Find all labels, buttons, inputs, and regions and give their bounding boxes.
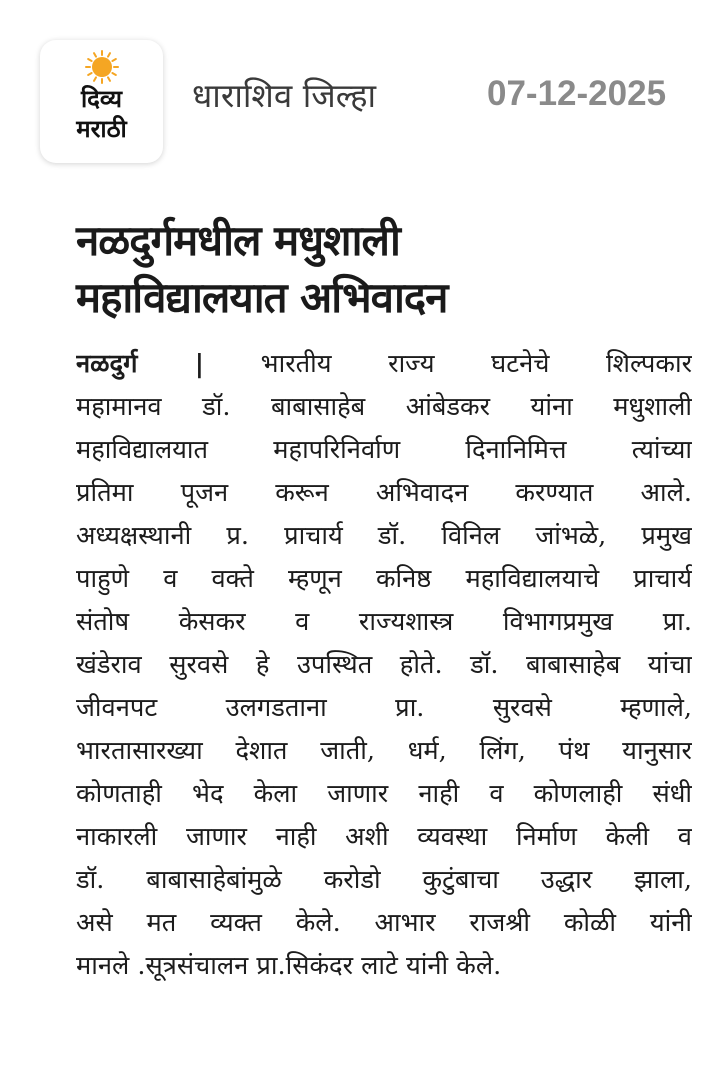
article-line (76, 343, 692, 386)
article-line: अध्यक्षस्थानी प्र. प्राचार्य डॉ. विनिल जांभळे, प्रमुख (76, 521, 692, 551)
article-line: नाकारली जाणार नाही अशी व्यवस्था निर्माण केली व (76, 822, 692, 852)
publication-date: 07-12-2025 (487, 74, 667, 113)
article-line: महामानव डॉ. बाबासाहेब आंबेडकर यांना मधुशाली (76, 392, 692, 422)
article-line: संतोष केसकर व राज्यशास्त्र विभागप्रमुख प्रा. (76, 607, 692, 637)
article-header (0, 0, 726, 190)
logo-text-line1: दिव्य (80, 85, 123, 113)
article-headline (76, 212, 716, 326)
dateline: नळदुर्ग | (76, 349, 205, 379)
headline-line-2: महाविद्यालयात अभिवादन (76, 273, 448, 322)
article-line-text: भारतीय राज्य घटनेचे शिल्पकार (260, 349, 692, 379)
article-line: डॉ. बाबासाहेबांमुळे करोडो कुटुंबाचा उद्धार झाला, (76, 865, 692, 895)
article-line: प्रतिमा पूजन करून अभिवादन करण्यात आले. (76, 478, 692, 508)
divya-marathi-logo[interactable] (40, 40, 163, 163)
headline-line-1: नळदुर्गमधील मधुशाली (76, 216, 400, 265)
article-line: जीवनपट उलगडताना प्रा. सुरवसे म्हणाले, (76, 693, 692, 723)
article-line: पाहुणे व वक्ते म्हणून कनिष्ठ महाविद्यालयाचे प्राचार्य (76, 564, 692, 594)
sun-icon (85, 50, 119, 84)
article-line: महाविद्यालयात महापरिनिर्वाण दिनानिमित्त त्यांच्या (76, 435, 692, 465)
article-line: खंडेराव सुरवसे हे उपस्थित होते. डॉ. बाबासाहेब यांचा (76, 650, 692, 680)
logo-text-line2: मराठी (76, 115, 127, 143)
article-line: भारतासारख्या देशात जाती, धर्म, लिंग, पंथ यानुसार (76, 736, 692, 766)
article-line: मानले .सूत्रसंचालन प्रा.सिकंदर लाटे यांनी केले. (76, 951, 502, 981)
district-label: धाराशिव जिल्हा (192, 76, 377, 115)
article-line: कोणताही भेद केला जाणार नाही व कोणलाही संधी (76, 779, 692, 809)
article-line: असे मत व्यक्त केले. आभार राजश्री कोळी यांनी (76, 908, 692, 938)
article-body (76, 343, 692, 988)
